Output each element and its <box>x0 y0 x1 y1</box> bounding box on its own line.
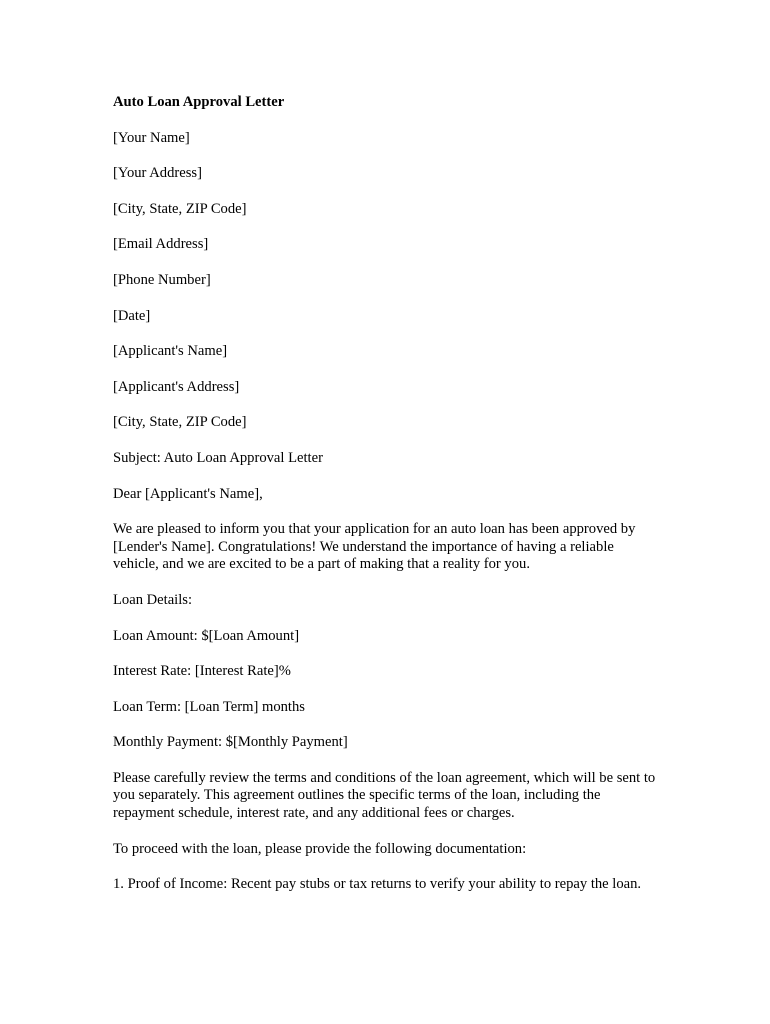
interest-rate: Interest Rate: [Interest Rate]% <box>113 663 291 680</box>
recipient-city-state-zip: [City, State, ZIP Code] <box>113 414 247 431</box>
subject-line: Subject: Auto Loan Approval Letter <box>113 449 323 466</box>
recipient-name: [Applicant's Name] <box>113 343 228 360</box>
sender-email: [Email Address] <box>113 236 209 253</box>
loan-details-heading: Loan Details: <box>113 591 193 608</box>
documentation-intro: To proceed with the loan, please provide the following documentation: <box>113 840 527 857</box>
letter-body <box>113 94 658 912</box>
loan-amount: Loan Amount: $[Loan Amount] <box>113 627 300 644</box>
documentation-item: 1. Proof of Income: Recent pay stubs or tax returns to verify your ability to repay the loan. <box>113 876 642 893</box>
monthly-payment: Monthly Payment: $[Monthly Payment] <box>113 734 348 751</box>
letter-title: Auto Loan Approval Letter <box>113 94 285 110</box>
letter-date: [Date] <box>113 307 151 324</box>
intro-paragraph: We are pleased to inform you that your application for an auto loan has been approved by [Lender's Name]. Congratulations! We understand the importance of having a reliable vehicle, and we are excited to be a part of making that a reality for you. <box>113 521 636 573</box>
sender-name: [Your Name] <box>113 129 190 146</box>
salutation: Dear [Applicant's Name], <box>113 485 263 502</box>
sender-phone: [Phone Number] <box>113 271 211 288</box>
recipient-address: [Applicant's Address] <box>113 378 240 395</box>
review-paragraph: Please carefully review the terms and conditions of the loan agreement, which will be sent to you separately. This agreement outlines the specific terms of the loan, including the repayment schedule, interest rate, and any additional fees or charges. <box>113 769 656 822</box>
sender-address: [Your Address] <box>113 165 202 182</box>
sender-city-state-zip: [City, State, ZIP Code] <box>113 200 247 217</box>
loan-term: Loan Term: [Loan Term] months <box>113 698 305 715</box>
